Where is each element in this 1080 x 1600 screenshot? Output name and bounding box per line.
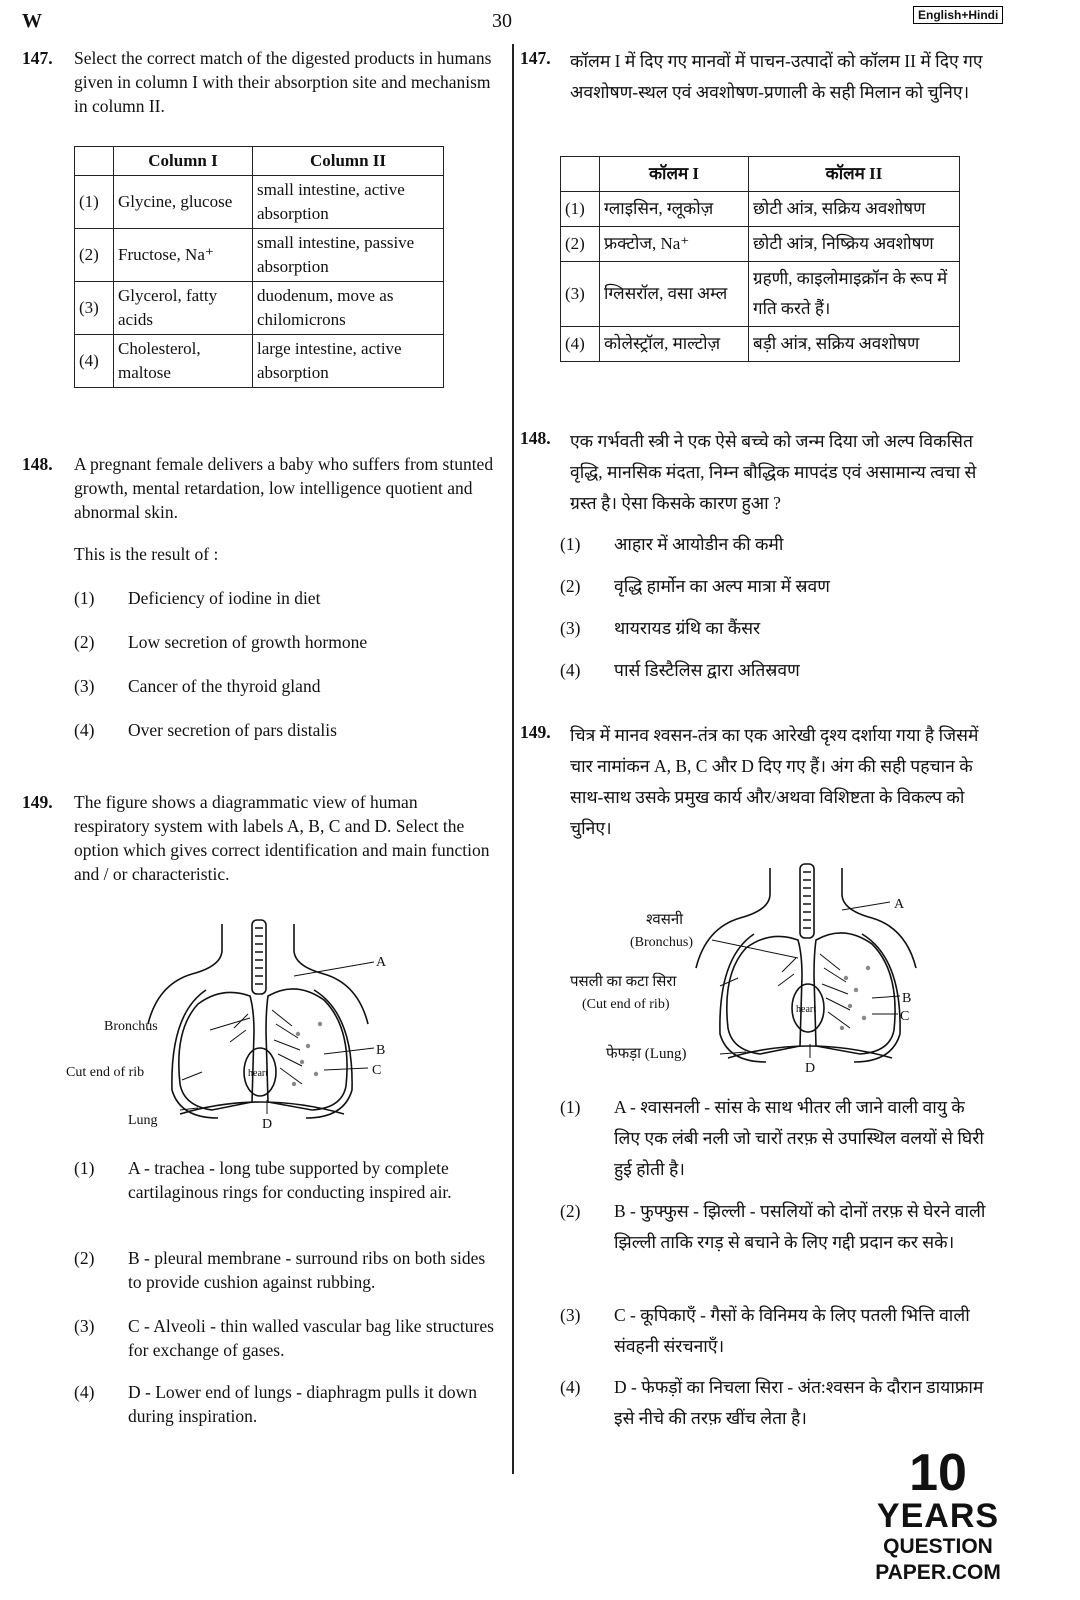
label-lung: Lung xyxy=(128,1113,158,1128)
rib-leader xyxy=(182,1072,202,1080)
option-number: (2) xyxy=(74,1248,95,1268)
option-text: D - Lower end of lungs - diaphragm pulls it down during inspiration. xyxy=(128,1382,477,1426)
table-row xyxy=(75,282,444,335)
option-number: (2) xyxy=(560,576,581,596)
set-code: W xyxy=(22,10,42,32)
option-text: D - फेफड़ों का निचला सिरा - अंत:श्वसन के दौरान डायाफ्राम इसे नीचे की तरफ़ खींच लेता है। xyxy=(614,1377,984,1428)
option-number: (3) xyxy=(74,1316,95,1336)
table-cell: Glycerol, fatty acids xyxy=(114,282,253,335)
table-cell: (3) xyxy=(561,262,600,327)
question-text: The figure shows a diagrammatic view of human respiratory system with labels A, B, C and D. Select the option which gives correct identification and main function and / or characteristic. xyxy=(74,792,490,884)
option-number: (1) xyxy=(74,1158,95,1178)
question-text: A pregnant female delivers a baby who suffers from stunted growth, mental retardation, low intelligence quotient and abnormal skin. xyxy=(74,454,494,522)
option-number: (4) xyxy=(74,1382,95,1402)
option-text: C - Alveoli - thin walled vascular bag like structures for exchange of gases. xyxy=(128,1316,494,1360)
left-bronchioles xyxy=(778,958,796,986)
question-text: चित्र में मानव श्वसन-तंत्र का एक आरेखी दृश्य दर्शाया गया है जिसमें चार नामांकन A, B, C और D दिए गए हैं। अंग की सही पहचान के साथ-साथ उसके प्रमुख कार्य और/अथवा विशिष्टता के विकल्प को चुनिए। xyxy=(570,725,979,838)
option-text: B - pleural membrane - surround ribs on both sides to provide cushion against rubbing. xyxy=(128,1248,486,1292)
left-lung-shape xyxy=(179,992,254,1110)
option-text: A - trachea - long tube supported by complete cartilaginous rings for conducting inspired air. xyxy=(128,1158,452,1202)
question-number: 147. xyxy=(520,48,551,68)
table-cell: (1) xyxy=(561,192,600,227)
label-c: C xyxy=(900,1009,910,1024)
question-number: 149. xyxy=(520,722,551,742)
option-text: Over secretion of pars distalis xyxy=(128,720,337,740)
question-text: कॉलम I में दिए गए मानवों में पाचन-उत्पादों को कॉलम II में दिए गए अवशोषण-स्थल एवं अवशोषण-प्रणाली के सही मिलान को चुनिए। xyxy=(570,51,983,102)
respiratory-diagram-en xyxy=(62,914,442,1134)
table-header: Column II xyxy=(253,147,444,176)
table-cell: ग्लाइसिन, ग्लूकोज़ xyxy=(600,192,749,227)
b-leader xyxy=(872,996,900,998)
right-bronchioles xyxy=(820,954,850,1028)
logo-site-name: QUESTION PAPER.COM xyxy=(875,1535,1001,1584)
table-row xyxy=(561,227,960,262)
option-text: Deficiency of iodine in diet xyxy=(128,588,321,608)
column-divider xyxy=(512,44,514,1474)
question-number: 148. xyxy=(520,428,551,448)
label-b: B xyxy=(376,1043,386,1058)
question-text: Select the correct match of the digested products in humans given in column I with their absorption site and mechanism in column II. xyxy=(74,48,492,116)
a-leader xyxy=(842,902,890,910)
table-cell: छोटी आंत्र, निष्क्रिय अवशोषण xyxy=(749,227,960,262)
a-leader xyxy=(294,962,374,976)
table-cell: (2) xyxy=(561,227,600,262)
question-number: 148. xyxy=(22,454,53,474)
table-cell: small intestine, active absorption xyxy=(253,176,444,229)
option-text: वृद्धि हार्मोन का अल्प मात्रा में स्रवण xyxy=(614,576,830,596)
label-bronchus-hindi: श्वसनी xyxy=(646,912,684,928)
trachea-rings xyxy=(803,872,811,928)
option-text: थायरायड ग्रंथि का कैंसर xyxy=(614,618,761,638)
option-text: आहार में आयोडीन की कमी xyxy=(614,534,784,554)
table-header-row xyxy=(561,157,960,192)
label-bronchus: (Bronchus) xyxy=(630,935,693,950)
rib-cut-end-right xyxy=(306,990,352,1118)
option-number: (3) xyxy=(74,676,95,696)
option-text: C - कूपिकाएँ - गैसों के विनिमय के लिए पतली भित्ति वाली संवहनी संरचनाएँ। xyxy=(614,1305,970,1356)
question-lead: This is the result of : xyxy=(74,544,219,564)
trachea-rings xyxy=(255,928,263,984)
option-number: (1) xyxy=(560,1097,581,1117)
table-row xyxy=(561,327,960,362)
option-text: A - श्वासनली - सांस के साथ भीतर ली जाने वाली वायु के लिए एक लंबी नली जो चारों तरफ़ से उपास्थिल वलयों से घिरी हुई होती है। xyxy=(614,1097,984,1179)
table-header: कॉलम II xyxy=(749,157,960,192)
table-row xyxy=(75,176,444,229)
left-lung-shape xyxy=(727,936,802,1054)
table-cell: duodenum, move as chilomicrons xyxy=(253,282,444,335)
table-cell: (2) xyxy=(75,229,114,282)
label-cut-end-of-rib: (Cut end of rib) xyxy=(582,997,670,1012)
table-row xyxy=(561,192,960,227)
outline-left-shoulder xyxy=(148,924,222,1024)
logo-number: 10 xyxy=(909,1444,967,1502)
table-header: कॉलम I xyxy=(600,157,749,192)
table-cell: small intestine, passive absorption xyxy=(253,229,444,282)
label-d: D xyxy=(262,1117,273,1132)
option-number: (3) xyxy=(560,1305,581,1325)
label-heart: heart xyxy=(796,1004,816,1015)
right-lung-shape xyxy=(814,933,895,1054)
page-number: 30 xyxy=(492,10,512,32)
question-number: 147. xyxy=(22,48,53,68)
language-tag: English+Hindi xyxy=(913,6,1003,24)
label-b: B xyxy=(902,991,912,1006)
option-number: (4) xyxy=(560,660,581,680)
label-lung: फेफड़ा (Lung) xyxy=(606,1046,687,1062)
match-table-en xyxy=(74,146,444,388)
table-cell: छोटी आंत्र, सक्रिय अवशोषण xyxy=(749,192,960,227)
table-cell: (4) xyxy=(75,335,114,388)
label-a: A xyxy=(894,897,905,912)
trachea-shape xyxy=(800,864,814,938)
label-cut-end-of-rib: Cut end of rib xyxy=(66,1065,145,1080)
label-rib-hindi: पसली का कटा सिरा xyxy=(570,974,677,990)
site-logo xyxy=(818,1444,1058,1586)
label-bronchus: Bronchus xyxy=(104,1019,158,1034)
left-bronchioles xyxy=(230,1014,248,1042)
option-number: (1) xyxy=(74,588,95,608)
table-cell: (1) xyxy=(75,176,114,229)
table-cell: (3) xyxy=(75,282,114,335)
option-number: (1) xyxy=(560,534,581,554)
table-cell: large intestine, active absorption xyxy=(253,335,444,388)
logo-years: YEARS xyxy=(876,1497,1000,1535)
label-heart: heart xyxy=(248,1068,268,1079)
table-header xyxy=(75,147,114,176)
c-leader xyxy=(324,1068,368,1070)
table-cell: फ्रक्टोज, Na⁺ xyxy=(600,227,749,262)
option-text: B - फुफ्फुस - झिल्ली - पसलियों को दोनों तरफ़ से घेरने वाली झिल्ली ताकि रगड़ से बचाने के लिए गद्दी प्रदान कर सके। xyxy=(614,1201,986,1252)
option-number: (3) xyxy=(560,618,581,638)
respiratory-diagram-hi xyxy=(560,858,960,1078)
table-header-row xyxy=(75,147,444,176)
table-cell: Glycine, glucose xyxy=(114,176,253,229)
question-number: 149. xyxy=(22,792,53,812)
question-text: एक गर्भवती स्त्री ने एक ऐसे बच्चे को जन्म दिया जो अल्प विकसित वृद्धि, मानसिक मंदता, निम्न बौद्धिक मापदंड एवं असामान्य त्वचा से ग्रस्त है। ऐसा किसके कारण हुआ ? xyxy=(570,431,977,513)
option-number: (4) xyxy=(74,720,95,740)
table-cell: Fructose, Na⁺ xyxy=(114,229,253,282)
table-cell: (4) xyxy=(561,327,600,362)
label-d: D xyxy=(805,1061,816,1076)
table-row xyxy=(75,229,444,282)
option-text: Low secretion of growth hormone xyxy=(128,632,368,652)
table-cell: Cholesterol, maltose xyxy=(114,335,253,388)
label-a: A xyxy=(376,955,387,970)
option-text: पार्स डिस्टैलिस द्वारा अतिस्रवण xyxy=(614,660,800,680)
table-cell: ग्रहणी, काइलोमाइक्रॉन के रूप में गति करते हैं। xyxy=(749,262,960,327)
table-cell: बड़ी आंत्र, सक्रिय अवशोषण xyxy=(749,327,960,362)
trachea-shape xyxy=(252,920,266,994)
table-row xyxy=(75,335,444,388)
table-header xyxy=(561,157,600,192)
option-number: (2) xyxy=(74,632,95,652)
match-table-hi xyxy=(560,156,960,362)
option-number: (4) xyxy=(560,1377,581,1397)
label-c: C xyxy=(372,1063,382,1078)
option-number: (2) xyxy=(560,1201,581,1221)
bronchus-leader xyxy=(210,1018,250,1030)
diaphragm-line xyxy=(180,1102,344,1114)
right-lung-shape xyxy=(266,989,347,1110)
outline-left-shoulder xyxy=(696,868,770,968)
table-cell: ग्लिसरॉल, वसा अम्ल xyxy=(600,262,749,327)
table-cell: कोलेस्ट्रॉल, माल्टोज़ xyxy=(600,327,749,362)
option-text: Cancer of the thyroid gland xyxy=(128,676,321,696)
table-row xyxy=(561,262,960,327)
table-header: Column I xyxy=(114,147,253,176)
